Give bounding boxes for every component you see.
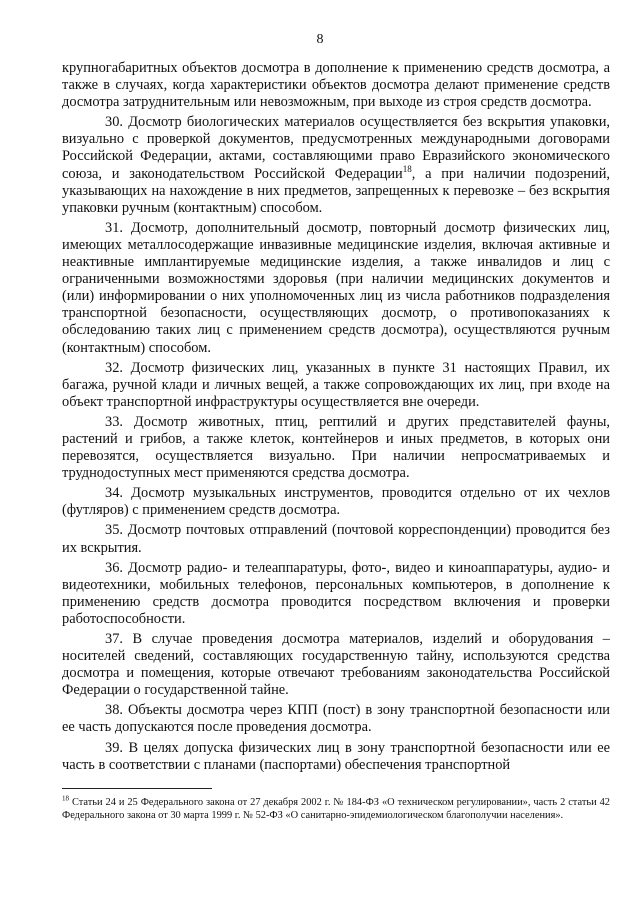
footnote-reference-18[interactable]: 18: [402, 163, 412, 174]
footnote-mark: 18: [62, 794, 69, 803]
paragraph-30-text-before: 30. Досмотр биологических материалов осуществляется без вскрытия упаковки, визуально с проверкой документов, предусмотренных международными договорами Российской Федерации, актами, составляющими право Евразийского экономического союза, и законодательством Российской Федерации: [62, 114, 610, 182]
paragraph-36: 36. Досмотр радио- и телеаппаратуры, фото-, видео и киноаппаратуры, аудио- и видеотехники, мобильных телефонов, персональных компьютеров, в дополнение к применению средств досмотра проводится посредством включения и проверки работоспособности.: [62, 559, 610, 627]
paragraph-34: 34. Досмотр музыкальных инструментов, проводится отдельно от их чехлов (футляров) с применением средств досмотра.: [62, 485, 610, 519]
page-number: 8: [316, 32, 324, 47]
footnote-text: Статьи 24 и 25 Федерального закона от 27 декабря 2002 г. № 184-ФЗ «О техническом регулировании», часть 2 статьи 42 Федерального закона от 30 марта 1999 г. № 52-ФЗ «О санитарно-эпидемиологическом благополучии населения».: [62, 797, 610, 821]
paragraph-continuation: крупногабаритных объектов досмотра в дополнение к применению средств досмотра, а также в случаях, когда характеристики объектов досмотра делают применение средств досмотра затруднительным или невозможным, при выходе из строя средств досмотра.: [62, 60, 610, 111]
footnote-divider: [62, 788, 212, 789]
paragraph-35: 35. Досмотр почтовых отправлений (почтовой корреспонденции) проводится без их вскрытия.: [62, 522, 610, 556]
paragraph-32: 32. Досмотр физических лиц, указанных в пункте 31 настоящих Правил, их багажа, ручной клади и личных вещей, а также сопровождающих их лиц, при входе на объект транспортной инфраструктуры осуществляется вне очереди.: [62, 359, 610, 410]
paragraph-30-text-after: , а при наличии подозрений, указывающих на нахождение в них предметов, запрещенных к перевозке – без вскрытия упаковки ручным (контактным) способом.: [62, 165, 610, 216]
paragraph-30: [62, 114, 610, 217]
paragraph-31: 31. Досмотр, дополнительный досмотр, повторный досмотр физических лиц, имеющих металлосодержащие инвазивные медицинские изделия, включая активные и неактивные имплантируемые медицинские изделия, а также инвалидов и лиц с ограниченными возможностями здоровья (при наличии медицинских документов и (или) информировании о них уполномоченных лиц из числа работников подразделения транспортной безопасности, осуществляющих досмотр, о противопоказаниях к обследованию таких лиц с применением средств досмотра), осуществляются ручным (контактным) способом.: [62, 219, 610, 356]
footnote-18: [62, 796, 610, 822]
paragraph-39: 39. В целях допуска физических лиц в зону транспортной безопасности или ее часть в соответствии с планами (паспортами) обеспечения транспортной: [62, 739, 610, 773]
paragraph-37: 37. В случае проведения досмотра материалов, изделий и оборудования – носителей сведений, составляющих государственную тайну, используются средства досмотра и помещения, которые отвечают требованиям законодательства Российской Федерации о государственной тайне.: [62, 631, 610, 699]
paragraph-33: 33. Досмотр животных, птиц, рептилий и других представителей фауны, растений и грибов, а также клеток, контейнеров и иных предметов, в которых они перевозятся, осуществляется визуально. При наличии непросматриваемых и труднодоступных мест применяются средства досмотра.: [62, 413, 610, 482]
body-text: [62, 60, 610, 777]
paragraph-38: 38. Объекты досмотра через КПП (пост) в зону транспортной безопасности или ее часть допускаются после проведения досмотра.: [62, 702, 610, 736]
